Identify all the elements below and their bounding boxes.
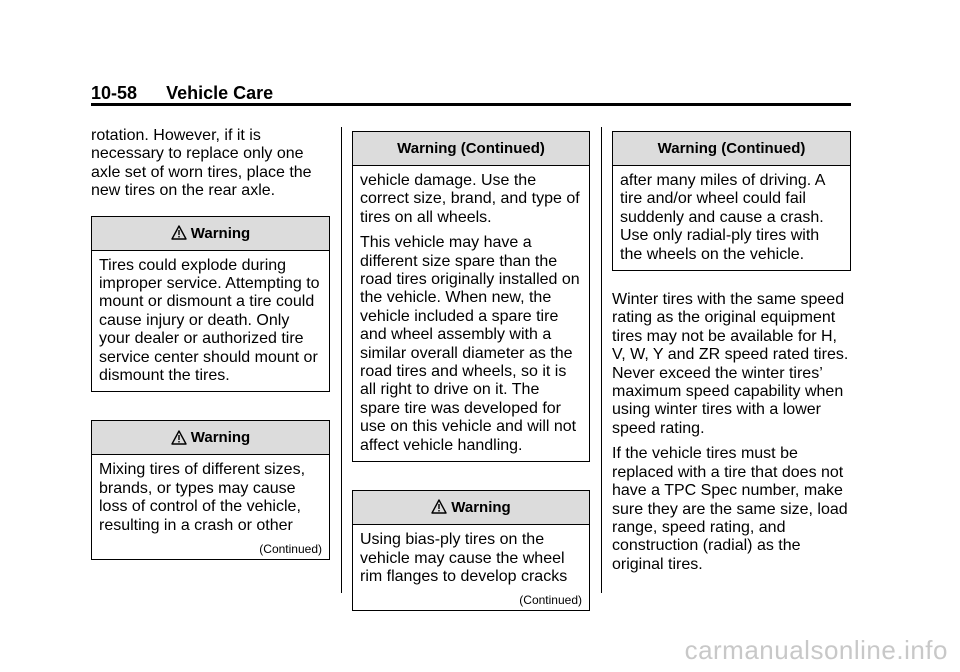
page-header (91, 83, 273, 104)
body-paragraph: Winter tires with the same speed rating as the original equipment tires may not be available for H, V, W, Y and ZR speed rated tires. Never exceed the winter tires’ maximum speed capability when using winter tires with a lower speed rating. (612, 291, 849, 437)
column-divider (341, 127, 342, 593)
warning-text: Using bias-ply tires on the vehicle may cause the wheel rim flanges to develop cracks (360, 531, 568, 585)
warning-text: vehicle damage. Use the correct size, brand, and type of tires on all wheels. (360, 172, 580, 226)
warning-box-continued (612, 131, 851, 271)
warning-header: Warning (Continued) (353, 132, 589, 166)
column-3 (612, 131, 851, 581)
continued-label: (Continued) (519, 593, 582, 608)
warning-triangle-icon (431, 499, 447, 514)
warning-triangle-icon (171, 430, 187, 445)
warning-text: This vehicle may have a different size spare than the road tires originally installed on the vehicle. When new, the vehicle included a spare tire and wheel assembly with a similar overall diameter as the road tires and wheels, so it is all right to drive on it. The spare tire was developed for use on this vehicle and will not affect vehicle handling. (360, 234, 580, 454)
watermark: carmanualsonline.info (684, 635, 948, 665)
warning-box-continued (352, 131, 590, 462)
warning-header (92, 217, 329, 251)
warning-box (91, 216, 330, 393)
header-rule (91, 103, 851, 106)
warning-text: Mixing tires of different sizes, brands, or types may cause loss of control of the vehicle, resulting in a crash or other (99, 461, 306, 534)
body-paragraph: If the vehicle tires must be replaced with a tire that does not have a TPC Spec number, make sure they are the same size, load range, speed rating, and construction (radial) as the original tires. (612, 445, 848, 573)
warning-text: Tires could explode during improper service. Attempting to mount or dismount a tire could cause injury or death. Only your dealer or authorized tire service center should mount or dismount the tires. (99, 256, 320, 385)
warning-header (92, 421, 329, 455)
warning-title: Warning (190, 224, 251, 242)
warning-box (352, 490, 590, 611)
column-divider (601, 127, 602, 593)
warning-header: Warning (Continued) (613, 132, 850, 166)
warning-box (91, 420, 330, 560)
warning-title: Warning (451, 499, 511, 517)
warning-triangle-icon (171, 225, 187, 240)
page-number: 10-58 (91, 83, 138, 103)
warning-title: Warning (190, 429, 251, 447)
warning-header (353, 491, 589, 525)
warning-text: after many miles of driving. A tire and/or wheel could fail suddenly and cause a crash. Use only radial-ply tires with the wheels on the vehicle. (620, 172, 825, 263)
column-1 (91, 127, 330, 560)
continued-label: (Continued) (259, 542, 322, 557)
section-title: Vehicle Care (166, 83, 274, 103)
column-2 (352, 131, 590, 611)
intro-paragraph: rotation. However, if it is necessary to replace only one axle set of worn tires, place the new tires on the rear axle. (91, 127, 312, 200)
